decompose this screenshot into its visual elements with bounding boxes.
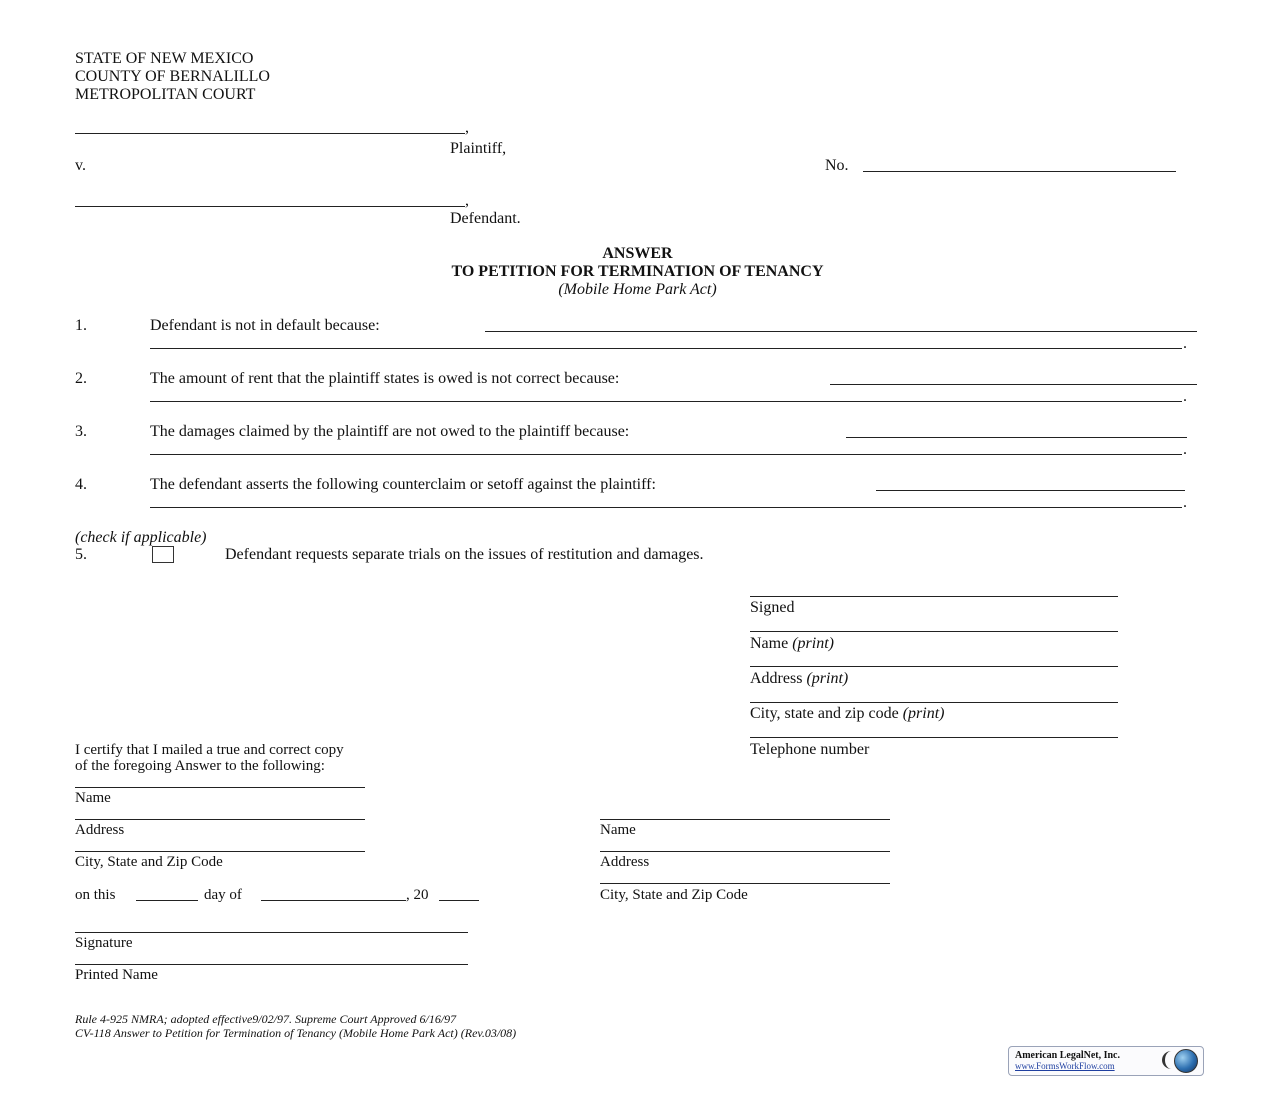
- date-day-of-label: day of: [204, 887, 242, 903]
- print-address-label: Address (print): [750, 670, 849, 687]
- date-month-field[interactable]: [261, 900, 406, 901]
- item-3-text: The damages claimed by the plaintiff are not owed to the plaintiff because:: [150, 423, 630, 440]
- telephone-label: Telephone number: [750, 741, 870, 758]
- certificate-line-1: I certify that I mailed a true and correct copy: [75, 742, 344, 758]
- item-4-number: 4.: [75, 476, 87, 493]
- case-number-label: No.: [825, 157, 849, 174]
- item-3-answer-line-2[interactable]: [150, 454, 1182, 455]
- item-4-period: .: [1183, 494, 1187, 511]
- item-1-text: Defendant is not in default because:: [150, 317, 380, 334]
- date-day-field[interactable]: [136, 900, 198, 901]
- recipient-1-city-label: City, State and Zip Code: [75, 854, 223, 870]
- separate-trials-checkbox[interactable]: [152, 546, 174, 563]
- item-2-answer-line-2[interactable]: [150, 401, 1182, 402]
- plaintiff-label: Plaintiff,: [450, 140, 507, 157]
- recipient-2-name-line[interactable]: [600, 819, 890, 820]
- item-2-text: The amount of rent that the plaintiff states is owed is not correct because:: [150, 370, 620, 387]
- case-number-field[interactable]: [863, 171, 1176, 172]
- versus-label: v.: [75, 157, 86, 174]
- form-title: ANSWER: [602, 245, 673, 262]
- item-1-number: 1.: [75, 317, 87, 334]
- recipient-1-name-line[interactable]: [75, 787, 365, 788]
- signed-label: Signed: [750, 599, 795, 616]
- item-1-answer-line-2[interactable]: [150, 348, 1182, 349]
- date-year-field[interactable]: [439, 900, 479, 901]
- footer-form-id: CV-118 Answer to Petition for Termination of Tenancy (Mobile Home Park Act) (Rev.03/08): [75, 1026, 517, 1040]
- date-year-prefix: , 20: [406, 887, 429, 903]
- certificate-signature-label: Signature: [75, 935, 133, 951]
- signed-line[interactable]: [750, 596, 1118, 597]
- item-3-answer-line-1[interactable]: [846, 437, 1187, 438]
- recipient-2-city-line[interactable]: [600, 883, 890, 884]
- plaintiff-name-field[interactable]: [75, 133, 465, 134]
- recipient-1-name-label: Name: [75, 790, 111, 806]
- form-act-name: (Mobile Home Park Act): [558, 281, 717, 298]
- defendant-name-field[interactable]: [75, 206, 465, 207]
- print-address-line[interactable]: [750, 666, 1118, 667]
- globe-icon: [1174, 1049, 1198, 1073]
- defendant-comma: ,: [465, 192, 469, 209]
- publisher-name: American LegalNet, Inc.: [1015, 1050, 1120, 1061]
- check-if-applicable-note: (check if applicable): [75, 529, 207, 546]
- print-city-line[interactable]: [750, 702, 1118, 703]
- recipient-1-city-line[interactable]: [75, 851, 365, 852]
- print-name-line[interactable]: [750, 631, 1118, 632]
- recipient-2-address-line[interactable]: [600, 851, 890, 852]
- certificate-printed-name-line[interactable]: [75, 964, 468, 965]
- item-4-answer-line-1[interactable]: [876, 490, 1185, 491]
- item-4-text: The defendant asserts the following counterclaim or setoff against the plaintiff:: [150, 476, 656, 493]
- telephone-line[interactable]: [750, 737, 1118, 738]
- court-state: STATE OF NEW MEXICO: [75, 50, 254, 67]
- recipient-1-address-line[interactable]: [75, 819, 365, 820]
- item-3-period: .: [1183, 441, 1187, 458]
- court-county: COUNTY OF BERNALILLO: [75, 68, 270, 85]
- recipient-2-city-label: City, State and Zip Code: [600, 887, 748, 903]
- form-subtitle: TO PETITION FOR TERMINATION OF TENANCY: [451, 263, 824, 280]
- item-5-text: Defendant requests separate trials on the issues of restitution and damages.: [225, 546, 704, 563]
- item-3-number: 3.: [75, 423, 87, 440]
- court-name: METROPOLITAN COURT: [75, 86, 256, 103]
- recipient-1-address-label: Address: [75, 822, 125, 838]
- recipient-2-name-label: Name: [600, 822, 636, 838]
- item-2-answer-line-1[interactable]: [830, 384, 1197, 385]
- print-city-label: City, state and zip code (print): [750, 705, 945, 722]
- item-1-period: .: [1183, 335, 1187, 352]
- defendant-label: Defendant.: [450, 210, 521, 227]
- certificate-signature-line[interactable]: [75, 932, 468, 933]
- certificate-line-2: of the foregoing Answer to the following:: [75, 758, 325, 774]
- item-1-answer-line-1[interactable]: [485, 331, 1197, 332]
- certificate-printed-name-label: Printed Name: [75, 967, 158, 983]
- recipient-2-address-label: Address: [600, 854, 650, 870]
- item-2-period: .: [1183, 388, 1187, 405]
- item-4-answer-line-2[interactable]: [150, 507, 1182, 508]
- plaintiff-comma: ,: [465, 119, 469, 136]
- item-2-number: 2.: [75, 370, 87, 387]
- date-on-this-label: on this: [75, 887, 116, 903]
- publisher-logo[interactable]: [1008, 1046, 1204, 1076]
- print-name-label: Name (print): [750, 635, 834, 652]
- publisher-url[interactable]: www.FormsWorkFlow.com: [1015, 1061, 1115, 1071]
- footer-rule: Rule 4-925 NMRA; adopted effective9/02/97. Supreme Court Approved 6/16/97: [75, 1012, 457, 1026]
- item-5-number: 5.: [75, 546, 87, 563]
